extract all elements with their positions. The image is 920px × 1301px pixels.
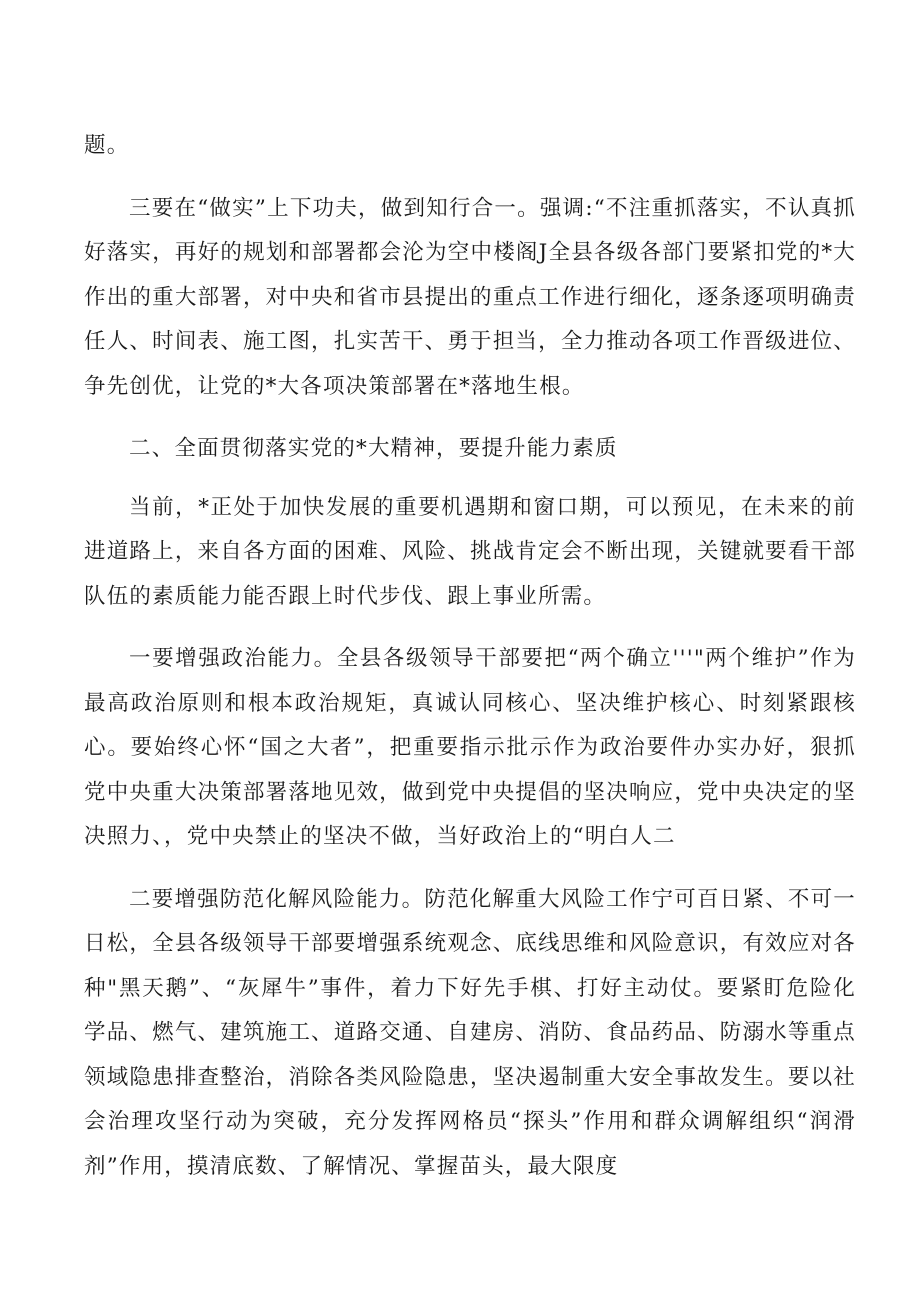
paragraph-risk-ability: 二要增强防范化解风险能力。防范化解重大风险工作宁可百日紧、不可一日松，全县各级领导干部要增强系统观念、底线思维和风险意识，有效应对各种"黑天鹅”、“灰犀牛”事件，着力下好先手棋、打好主动仗。要紧盯危险化学品、燃气、建筑施工、道路交通、自建房、消防、食品药品、防溺水等重点领域隐患排查整治，消除各类风险隐患，坚决遏制重大安全事故发生。要以社会治理攻坚行动为突破，充分发挥网格员“探头”作用和群众调解组织“润滑剂”作用，摸清底数、了解情况、掌握苗头，最大限度	[84, 886, 856, 1179]
paragraph-current-situation: 当前，*正处于加快发展的重要机遇期和窗口期，可以预见，在未来的前进道路上，来自各方面的困难、风险、挑战肯定会不断出现，关键就要看干部队伍的素质能力能否跟上时代步伐、跟上事业所需。	[84, 494, 856, 609]
paragraph-political-ability: 一要增强政治能力。全县各级领导干部要把“两个确立'''"两个维护”作为最高政治原则和根本政治规矩，真诚认同核心、坚决维护核心、时刻紧跟核心。要始终心怀“国之大者”，把重要指示批示作为政治要件办实办好，狠抓党中央重大决策部署落地见效，做到党中央提倡的坚决响应，党中央决定的坚决照力、，党中央禁止的坚决不做，当好政治上的“明白人二	[84, 646, 856, 849]
paragraph-third-point: 三要在“做实”上下功夫，做到知行合一。强调:“不注重抓落实，不认真抓好落实，再好的规划和部署都会沦为空中楼阁J全县各级各部门要紧扣党的*大作出的重大部署，对中央和省市县提出的重点工作进行细化，逐条逐项明确责任人、时间表、施工图，扎实苦干、勇于担当，全力推动各项工作晋级进位、争先创优，让党的*大各项决策部署在*落地生根。	[84, 195, 856, 399]
section-heading-two: 二、全面贯彻落实党的*大精神，要提升能力素质	[129, 436, 618, 461]
document-body	[84, 124, 856, 1189]
paragraph-continuation: 题。	[84, 133, 130, 158]
